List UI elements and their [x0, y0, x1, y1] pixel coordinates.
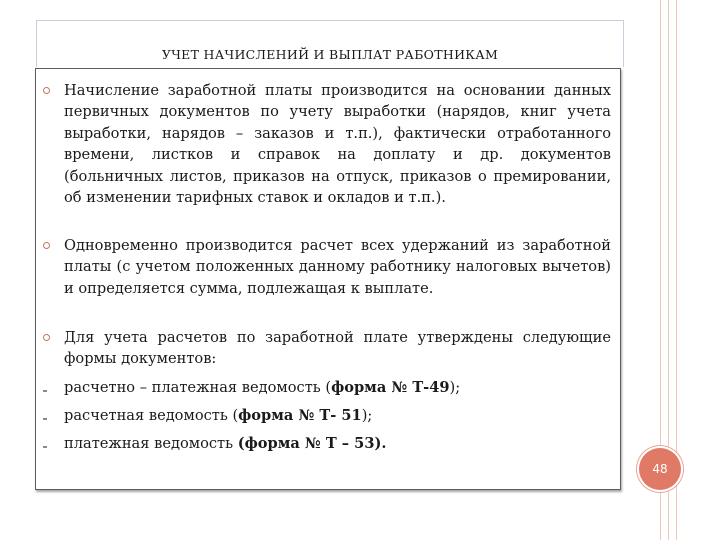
ring-bullet-icon: [43, 87, 50, 94]
sub-bullet-text: платежная ведомость: [64, 435, 238, 452]
sub-bullet-suffix: );: [361, 407, 373, 424]
form-number: форма № Т-49: [331, 379, 450, 396]
form-number: (форма № Т – 53).: [237, 435, 387, 452]
bullet-text: Начисление заработной платы производится на основании данных первичных документов по учету выработки (нарядов, книг учета выработки, нарядов – заказов и т.п.), фактически отработанного времени, листков и справок на доплату и др. документов (больничных листов, приказов на отпуск, приказов о премировании, об изменении тарифных ставок и окладов и т.п.).: [64, 82, 611, 207]
bullet-item: [64, 235, 611, 299]
bullet-item: [64, 80, 611, 208]
bullet-item: [64, 327, 611, 370]
sub-bullet-item: [64, 377, 611, 398]
bullet-text: Для учета расчетов по заработной плате утверждены следующие формы документов:: [64, 329, 611, 368]
page-number-badge: 48: [639, 448, 681, 490]
sub-bullet-item: [64, 433, 611, 454]
title-box: [36, 20, 624, 67]
content-box: [35, 68, 621, 490]
dash-bullet-icon: [43, 384, 47, 392]
ring-bullet-icon: [43, 334, 50, 341]
bullet-text: Одновременно производится расчет всех удержаний из заработной платы (с учетом положенных данному работнику налоговых вычетов) и определяется сумма, подлежащая к выплате.: [64, 237, 611, 297]
slide-title: УЧЕТ НАЧИСЛЕНИЙ И ВЫПЛАТ РАБОТНИКАМ: [161, 47, 499, 62]
form-number: форма № Т- 51: [238, 407, 362, 424]
sub-bullet-text: расчетно – платежная ведомость (: [64, 379, 332, 396]
sub-bullet-item: [64, 405, 611, 426]
sub-bullet-suffix: );: [449, 379, 461, 396]
ring-bullet-icon: [43, 242, 50, 249]
dash-bullet-icon: [43, 412, 47, 420]
sub-bullet-text: расчетная ведомость (: [64, 407, 239, 424]
dash-bullet-icon: [43, 440, 47, 448]
